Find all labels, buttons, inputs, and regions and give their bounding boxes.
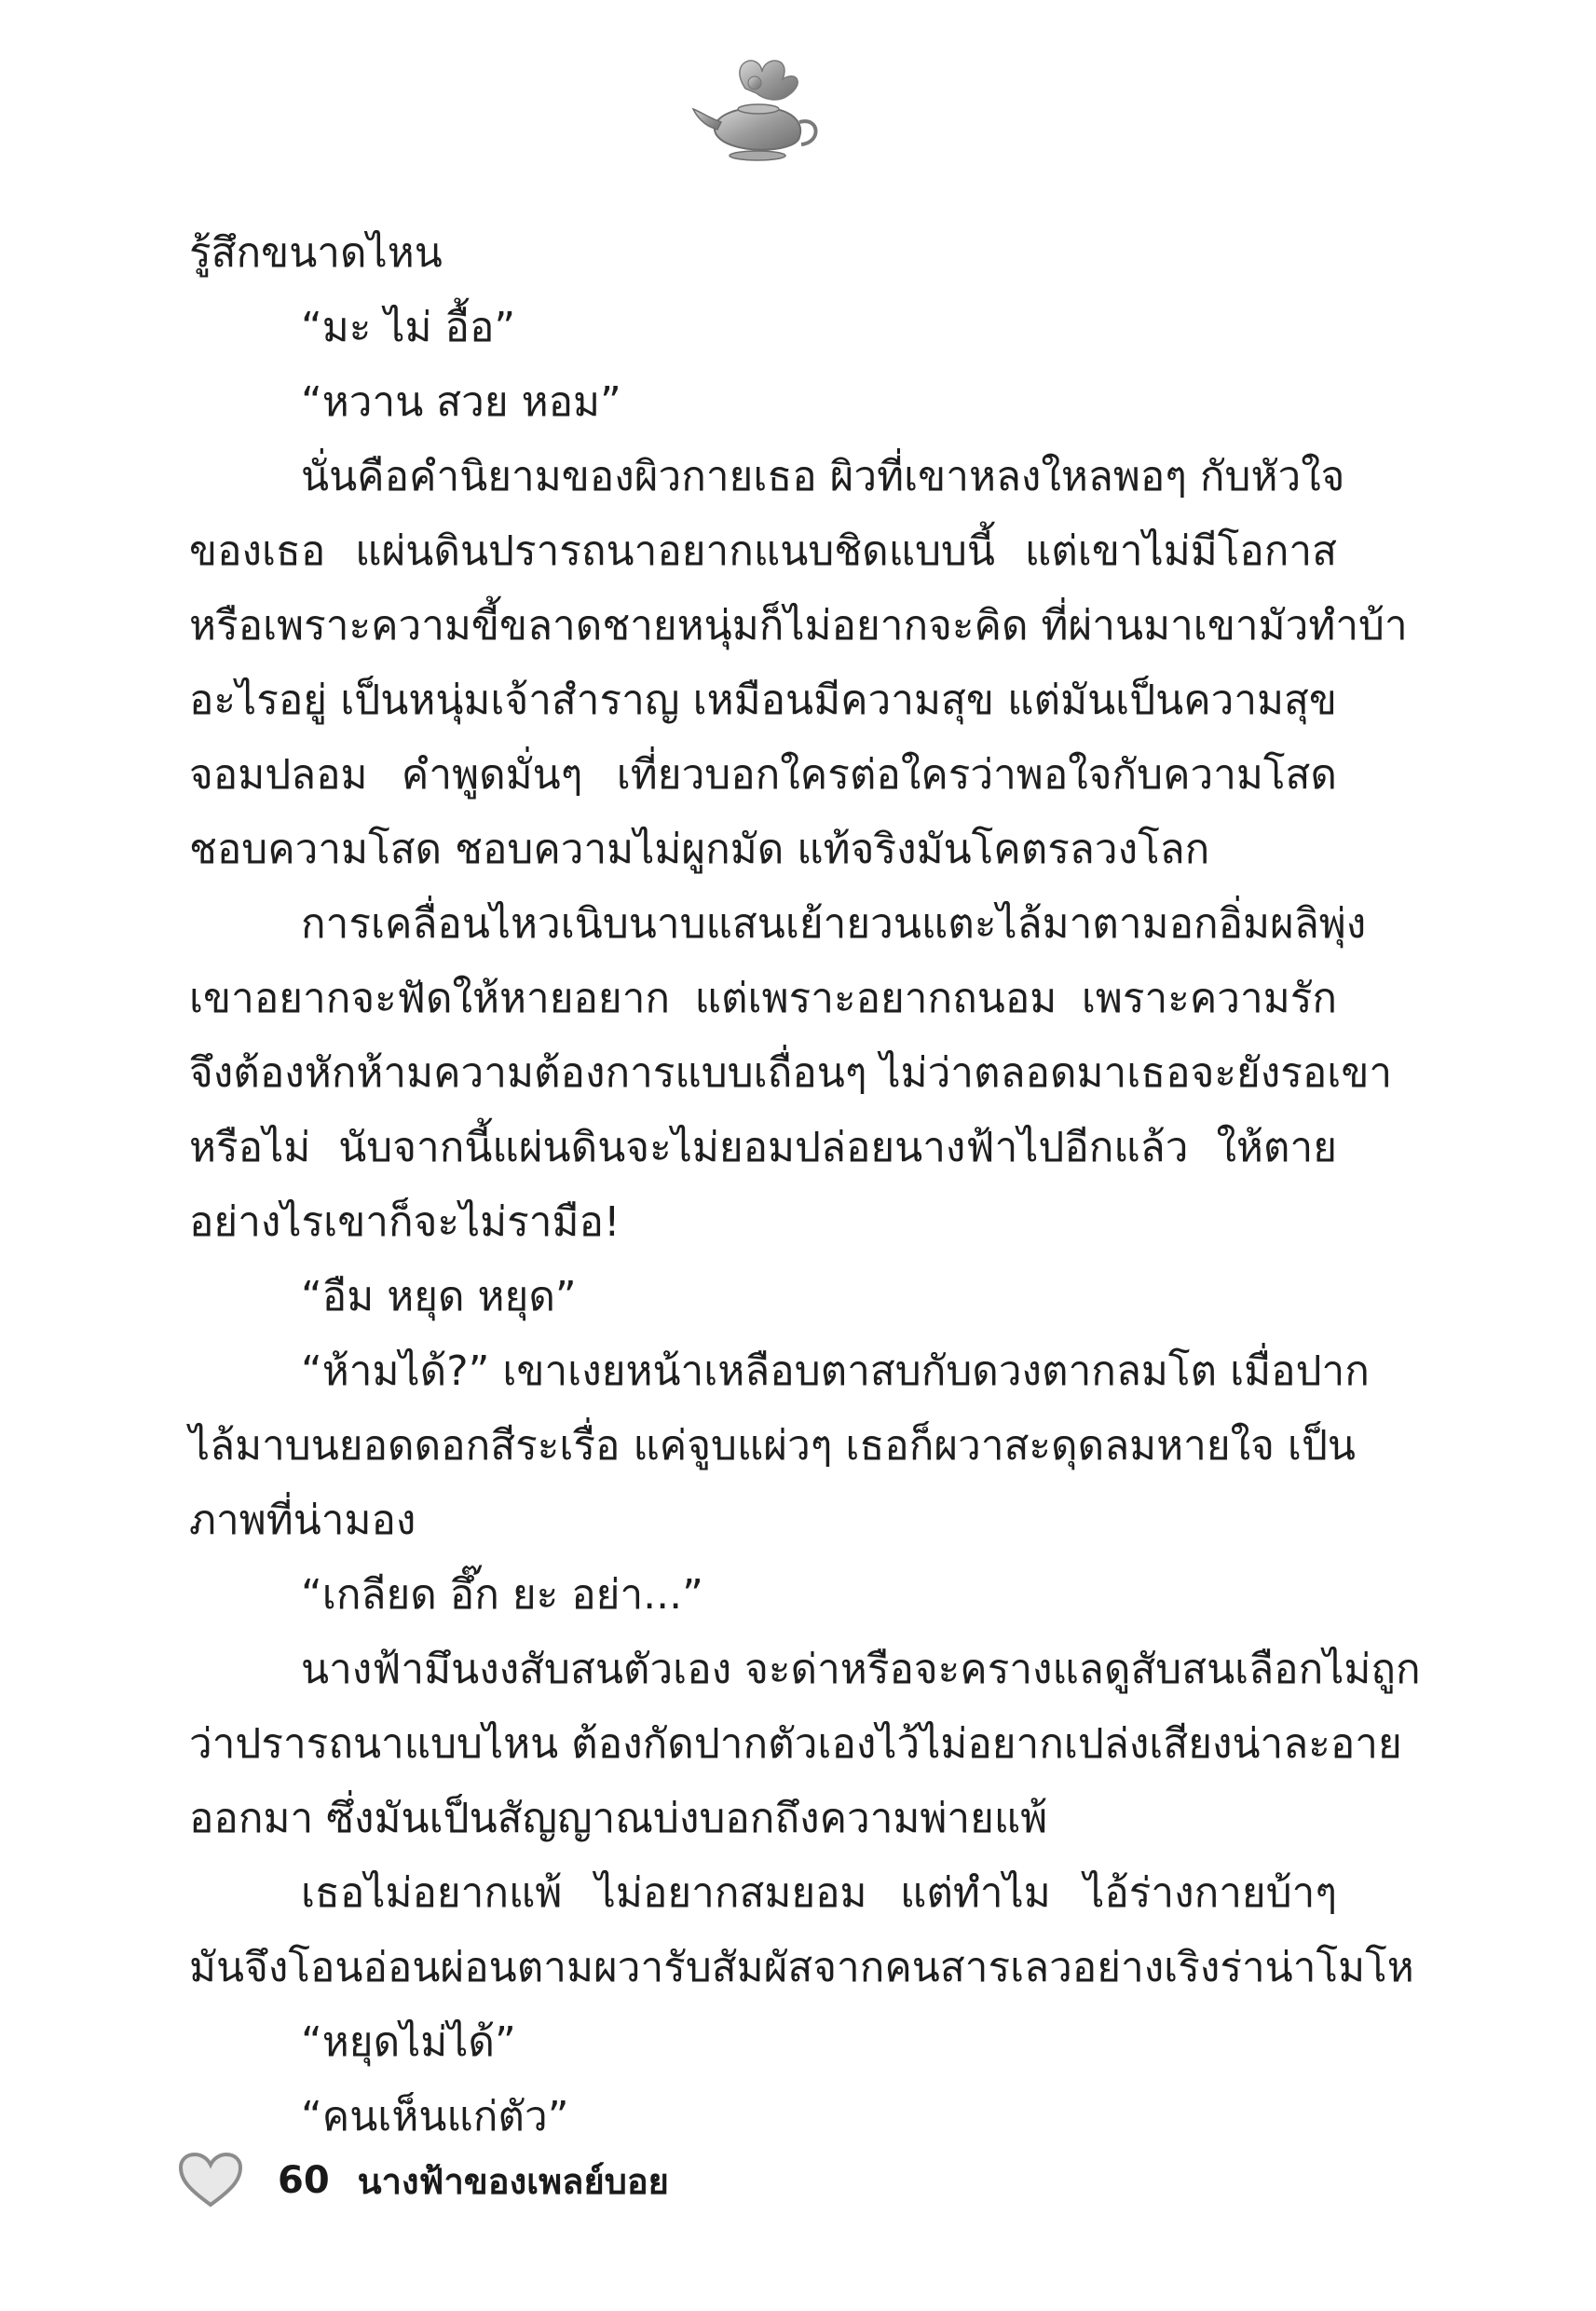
text-line: นั่นคือคำนิยามของผิวกายเธอ ผิวที่เขาหลงใหลพอๆ กับหัวใจ — [301, 453, 1345, 500]
text-line: เขาอยากจะฟัดให้หายอยาก แต่เพราะอยากถนอม เพราะความรัก — [189, 975, 1337, 1022]
text-line: ของเธอ แผ่นดินปรารถนาอยากแนบชิดแบบนี้ แต่เขาไม่มีโอกาส — [189, 527, 1337, 575]
text-line: “ห้ามได้?” เขาเงยหน้าเหลือบตาสบกับดวงตากลมโต เมื่อปาก — [301, 1347, 1370, 1395]
text-line: “หยุดไม่ได้” — [301, 2018, 516, 2066]
text-line: ชอบความโสด ชอบความไม่ผูกมัด แท้จริงมันโคตรลวงโลก — [189, 826, 1210, 873]
text-line: จอมปลอม คำพูดมั่นๆ เที่ยวบอกใครต่อใครว่าพอใจกับความโสด — [189, 751, 1337, 799]
text-line: เธอไม่อยากแพ้ ไม่อยากสมยอม แต่ทำไม ไอ้ร่างกายบ้าๆ — [301, 1869, 1337, 1917]
heart-outline-icon — [177, 2151, 244, 2210]
book-title: นางฟ้าของเพลย์บอย — [357, 2160, 669, 2202]
text-line: “คนเห็นแก่ตัว” — [301, 2093, 569, 2140]
text-line: จึงต้องหักห้ามความต้องการแบบเถื่อนๆ ไม่ว่าตลอดมาเธอจะยังรอเขา — [189, 1049, 1393, 1097]
text-line: ไล้มาบนยอดดอกสีระเรื่อ แค่จูบแผ่วๆ เธอก็ผวาสะดุดลมหายใจ เป็น — [189, 1422, 1356, 1470]
text-line: หรือเพราะความขี้ขลาดชายหนุ่มก็ไม่อยากจะคิด ที่ผ่านมาเขามัวทำบ้า — [189, 602, 1408, 650]
text-line: อย่างไรเขาก็จะไม่รามือ! — [189, 1198, 621, 1246]
text-line: รู้สึกขนาดไหน — [189, 229, 443, 277]
cupid-teapot-ornament-icon — [689, 51, 829, 172]
text-line: ว่าปรารถนาแบบไหน ต้องกัดปากตัวเองไว้ไม่อยากเปล่งเสียงน่าละอาย — [189, 1720, 1402, 1768]
page-footer — [177, 2148, 669, 2213]
text-line: “มะ ไม่ อื้อ” — [301, 304, 516, 351]
text-line: หรือไม่ นับจากนี้แผ่นดินจะไม่ยอมปล่อยนางฟ้าไปอีกแล้ว ให้ตาย — [189, 1124, 1337, 1171]
text-line: การเคลื่อนไหวเนิบนาบแสนเย้ายวนแตะไล้มาตามอกอิ่มผลิพุ่ง — [301, 900, 1367, 948]
text-line: ออกมา ซึ่งมันเป็นสัญญาณบ่งบอกถึงความพ่ายแพ้ — [189, 1795, 1048, 1842]
text-line: อะไรอยู่ เป็นหนุ่มเจ้าสำราญ เหมือนมีความสุข แต่มันเป็นความสุข — [189, 677, 1337, 724]
text-line: “อืม หยุด หยุด” — [301, 1273, 577, 1320]
page-number: 60 — [278, 2159, 330, 2202]
text-line: มันจึงโอนอ่อนผ่อนตามผวารับสัมผัสจากคนสารเลวอย่างเริงร่าน่าโมโห — [189, 1944, 1414, 1991]
text-line: นางฟ้ามึนงงสับสนตัวเอง จะด่าหรือจะครางแลดูสับสนเลือกไม่ถูก — [301, 1646, 1421, 1693]
text-line: ภาพที่น่ามอง — [189, 1497, 416, 1544]
text-line: “หวาน สวย หอม” — [301, 378, 621, 426]
text-line: “เกลียด อึ๊ก ยะ อย่า...” — [301, 1571, 703, 1619]
